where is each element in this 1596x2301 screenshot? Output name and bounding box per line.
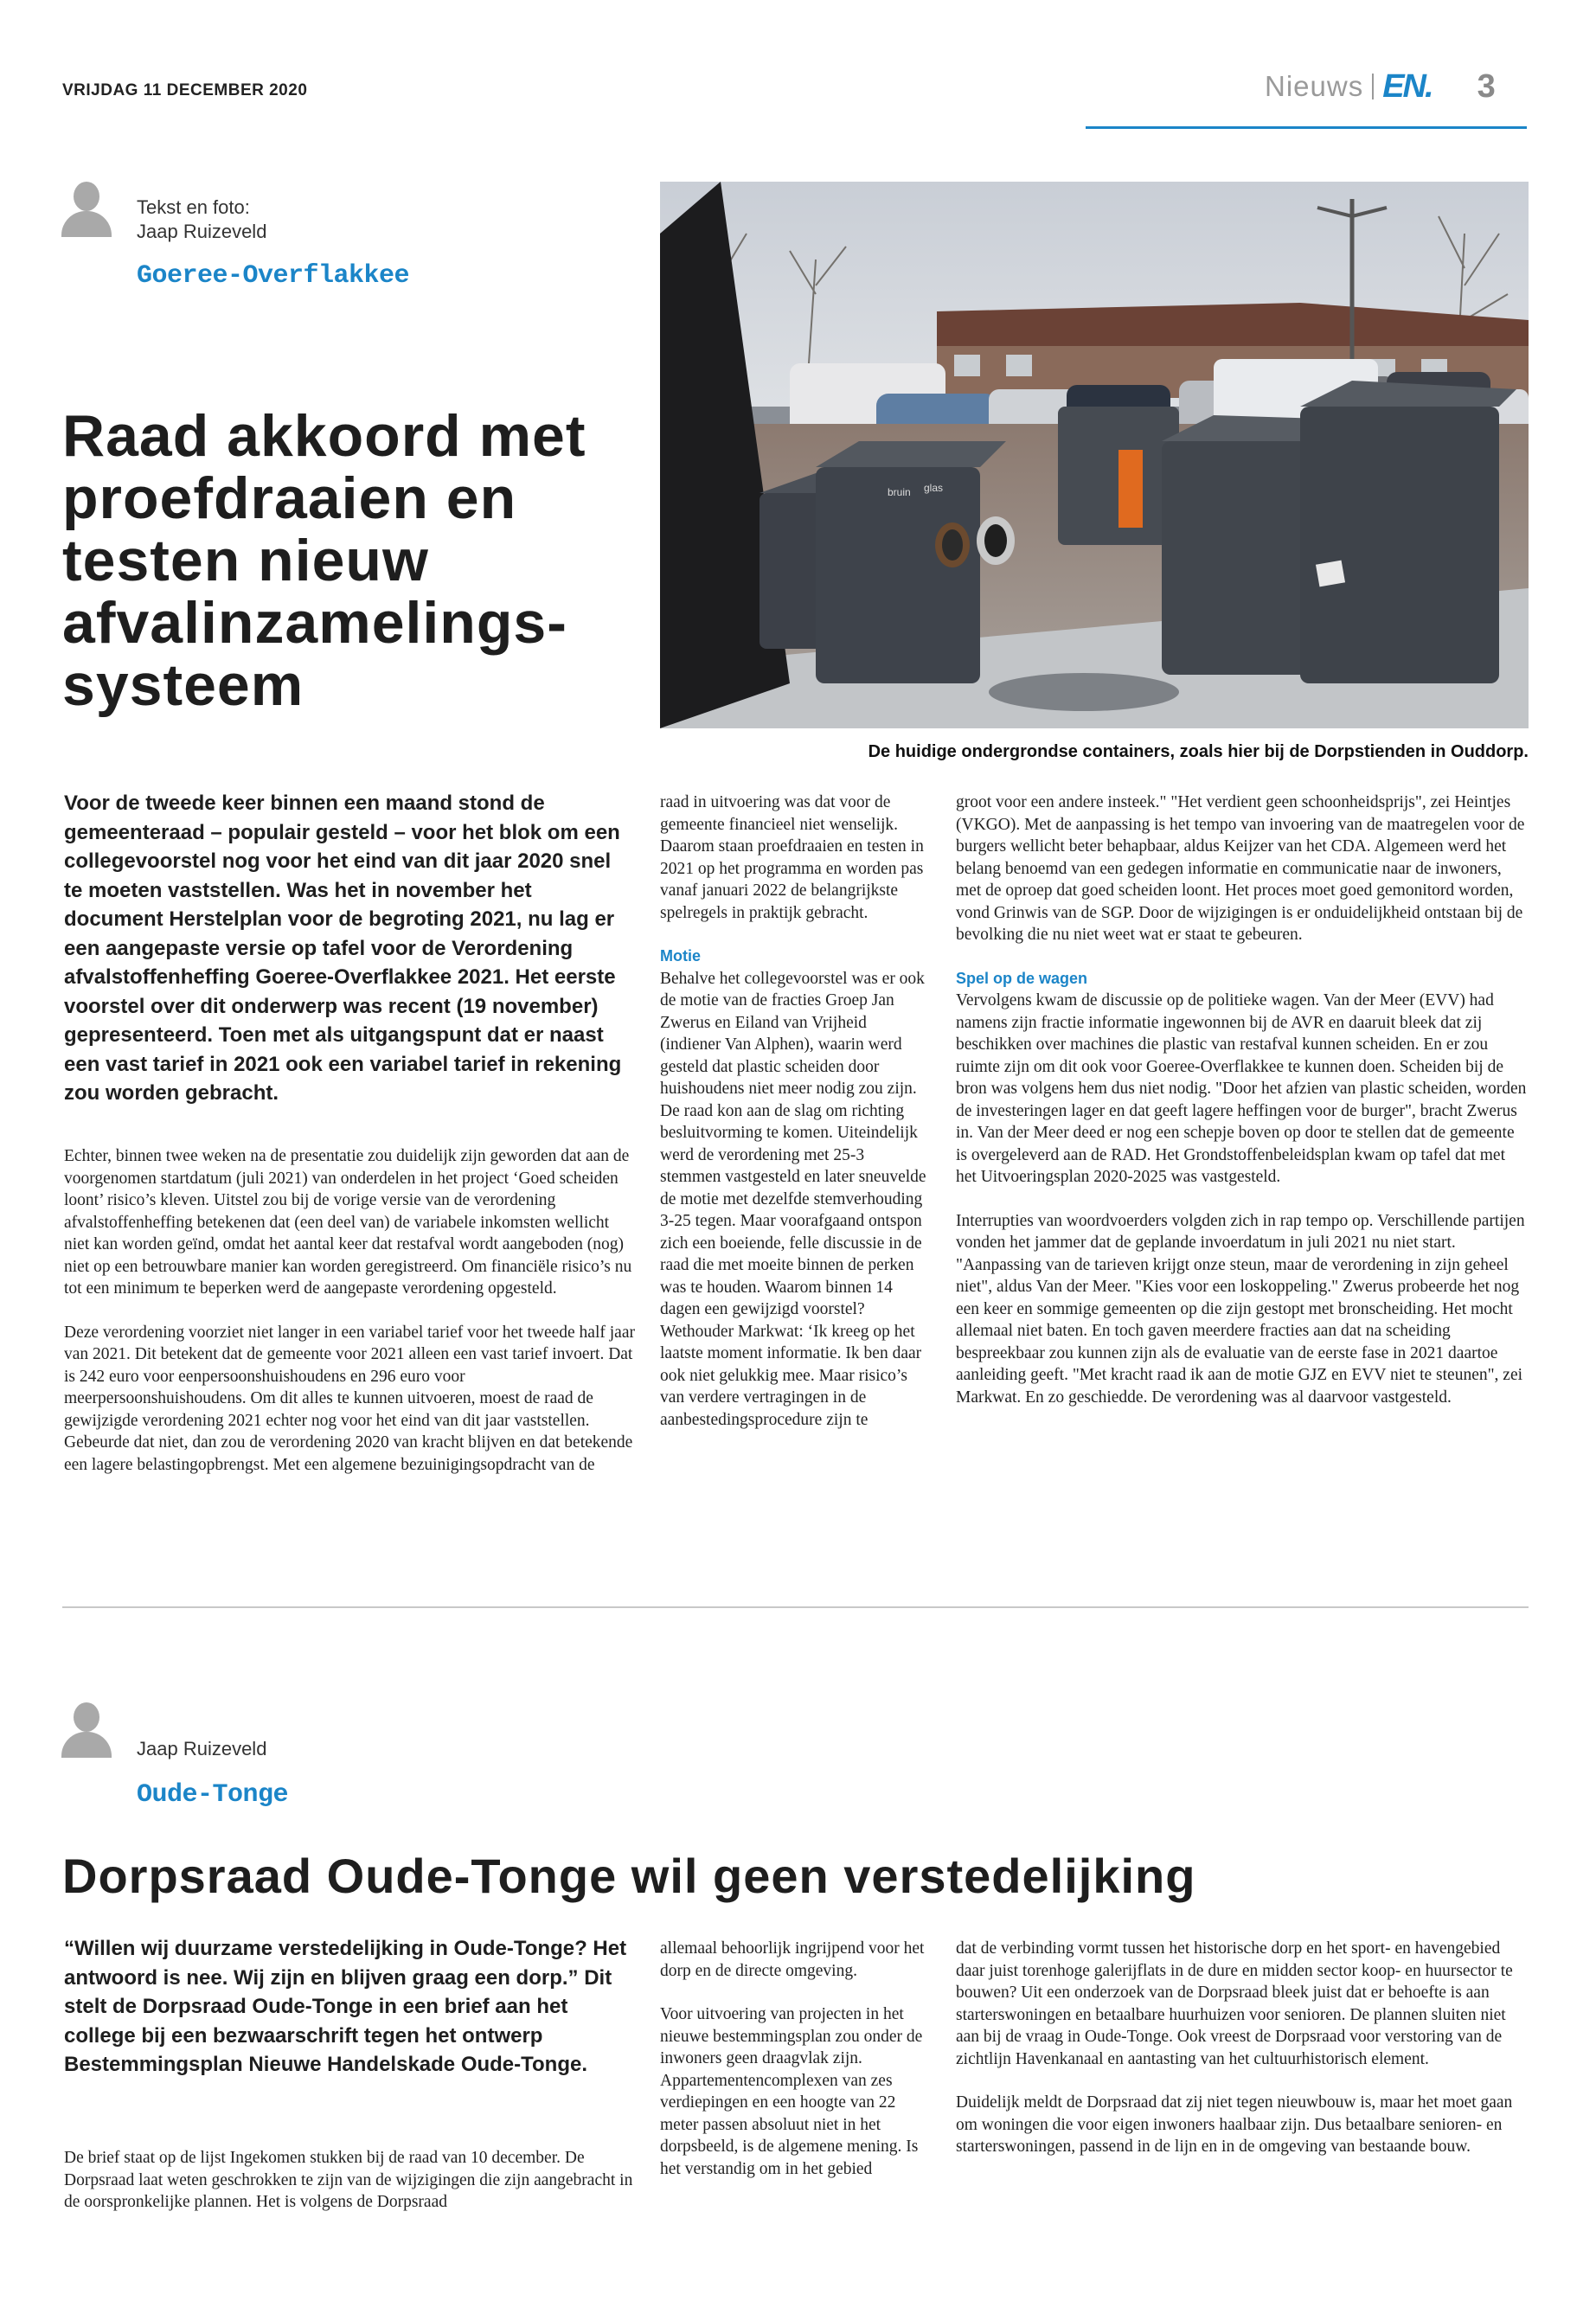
page-number: 3 bbox=[1477, 67, 1496, 105]
article2-lead: “Willen wij duurzame verstedelijking in Oude-Tonge? Het antwoord is nee. Wij zijn en blijven graag een dorp.” Dit stelt de Dorpsraad Oude-Tonge in een brief aan het college bij een bezwaarschrift tegen het ontwerp Bestemmingsplan Nieuwe Handelskade Oude-Tonge. bbox=[64, 1937, 627, 2076]
article1-lead: Voor de tweede keer binnen een maand stond de gemeenteraad – populair gesteld – voor het blok om een collegevoorstel nog voor het eind van dit jaar 2020 snel te moeten vaststellen. Was het in november het document Herstelplan voor de begroting 2021, nu lag er een aangepaste versie op tafel voor de Verordening afvalstoffenheffing Goeree-Overflakkee 2021. Het eerste voorstel over dit onderwerp was recent (19 november) gepresenteerd. Toen met als uitgangspunt dat er naast een vast tarief in 2021 ook een variabel tarief in rekening zou worden gebracht. bbox=[64, 792, 622, 1105]
credit-line-2: Jaap Ruizeveld bbox=[137, 221, 267, 242]
article2-headline: Dorpsraad Oude-Tonge wil geen verstedelijking bbox=[62, 1849, 1196, 1903]
article1-region: Goeree-Overflakkee bbox=[137, 261, 410, 291]
issue-date: VRIJDAG 11 DECEMBER 2020 bbox=[62, 81, 308, 99]
article1-column-3 bbox=[956, 792, 1529, 1430]
photo-caption: De huidige ondergrondse containers, zoals hier bij de Dorpstienden in Ouddorp. bbox=[868, 742, 1529, 761]
paragraph: Behalve het collegevoorstel was er ook de motie van de fracties Groep Jan Zwerus en Eiland van Vrijheid (indiener Van Alphen), waarin werd gesteld dat plastic scheiden door huishoudens niet meer nodig zou zijn. De raad kon aan de slag om richting besluitvorming te komen. Uiteindelijk werd de verordening met 25-3 stemmen vastgesteld en later sneuvelde de motie met dezelfde stemverhouding 3-25 tegen. Maar voorafgaand ontspon zich een boeiende, felle discussie in de raad die met moeite binnen de perken was te houden. Waarom binnen 14 dagen een gewijzigd voorstel? Wethouder Markwat: ‘Ik kreeg op het laatste moment informatie. Ik ben daar ook niet gelukkig mee. Maar risico’s van verdere vertragingen in de aanbestedingsprocedure zijn te bbox=[660, 969, 926, 1429]
paragraph: Vervolgens kwam de discussie op de politieke wagen. Van der Meer (EVV) had namens zijn fractie informatie ingewonnen bij de AVR en daaruit bleek dat zij beschikken over machines die plastic van restafval kunnen scheiden. En er zou ruimte zijn om dit ook voor Goeree-Overflakkee te kunnen doen. Scheiden bij de bron was volgens hem dus niet nodig. "Door het afzien van plastic scheiden, worden de investeringen lager en dat geeft lagere heffingen voor de burger", bracht Zwerus in. Van der Meer deed er nog een schepje boven op door te stellen dat de gemeente is overgeleverd aan de RAD. Het Grondstoffenbeleidsplan kwam op tafel dat met het Uitvoeringsplan 2020-2025 was vastgesteld. bbox=[956, 991, 1527, 1186]
paragraph: Interrupties van woordvoerders volgden zich in rap tempo op. Verschillende partijen vonden het jammer dat de geplande invoerdatum in juli 2021 nu niet start. "Aanpassing van de tarieven krijgt onze steun, maar de verordening in zijn geheel niet", aldus Van der Meer. "Kies voor een loskoppeling." Zwerus probeerde het nog een keer en sommige gemeenten op die zijn gestopt met bronscheiding. Het mocht allemaal niet baten. En toch gaven meerdere fracties aan dat na scheiding bespreekbaar zou kunnen zijn als de evaluatie van de eerste fase in 2021 daartoe aanleiding geeft. "Met kracht raad ik aan de motie GJZ en EVV niet te steunen", zei Markwat. En zo geschiedde. De verordening was al daarvoor vastgesteld. bbox=[956, 1211, 1525, 1407]
container-label-glas: glas bbox=[924, 482, 944, 494]
author-avatar-icon bbox=[61, 182, 112, 237]
header-rule bbox=[1086, 126, 1527, 129]
article2-column-2 bbox=[660, 1938, 928, 2202]
article2-region: Oude-Tonge bbox=[137, 1780, 289, 1810]
credit-line-1: Tekst en foto: bbox=[137, 196, 250, 218]
article2-column-3 bbox=[956, 1938, 1529, 2180]
paragraph: Echter, binnen twee weken na de presentatie zou duidelijk zijn geworden dat aan de voorgenomen startdatum (juli 2021) van onderdelen in het project ‘Goed scheiden loont’ risico’s kleven. Uitstel zou bij de vorige versie van de verordening afvalstoffenheffing betekenen dat (een deel van) de variabele inkomsten wellicht niet kan worden geïnd, omdat het aantal keer dat restafval wordt aangeboden (nog) niet op een betrouwbare manier kan worden geregistreerd. Om financiële risico’s nu tot een minimum te beperken werd de aangepaste verordening opgesteld. bbox=[64, 1147, 632, 1298]
section-name: Nieuws bbox=[1265, 70, 1364, 102]
paragraph: allemaal behoorlijk ingrijpend voor het dorp en de directe omgeving. bbox=[660, 1939, 925, 1980]
photo-illustration bbox=[660, 182, 1529, 728]
masthead-divider bbox=[1372, 74, 1374, 99]
subheading-spel-op-de-wagen: Spel op de wagen bbox=[956, 969, 1088, 987]
container-label-bruin: bruin bbox=[888, 486, 911, 498]
author-avatar-icon bbox=[61, 1702, 112, 1758]
article1-photo bbox=[660, 182, 1529, 728]
paragraph: De brief staat op de lijst Ingekomen stukken bij de raad van 10 december. De Dorpsraad laat weten geschrokken te zijn van de wijzigingen die zijn aangebracht in de oorspronkelijke plannen. Het is volgens de Dorpsraad bbox=[64, 2149, 633, 2211]
article1-headline: Raad akkoord met proefdraaien en testen nieuw afvalinzamelings-systeem bbox=[62, 403, 586, 718]
paragraph: Duidelijk meldt de Dorpsraad dat zij niet tegen nieuwbouw is, maar het moet gaan om woningen die voor eigen inwoners haalbaar zijn. Dus betaalbare senioren- en starterswoningen, passend in de lijn en in de omgeving van bestaande bouw. bbox=[956, 2093, 1513, 2156]
article2-column-1 bbox=[64, 2147, 635, 2235]
article-separator bbox=[62, 1606, 1529, 1608]
paragraph: dat de verbinding vormt tussen het historische dorp en het sport- en havengebied daar juist torenhoge galerijflats in de dure en midden sector koop- en huursector te bouwen? Uit een onderzoek van de Dorpsraad bleek juist dat er behoefte is aan starterswoningen en betaalbare huurhuizen voor senioren. De plannen sluiten niet aan bij de vraag in Oude-Tonge. Ook vreest de Dorpsraad voor verstoring van de zichtlijn Havenkanaal en aantasting van het cultuurhistorisch element. bbox=[956, 1939, 1513, 2068]
paragraph: Voor uitvoering van projecten in het nieuwe bestemmingsplan zou onder de inwoners geen draagvlak zijn. Appartementencomplexen van zes verdiepingen en een hoogte van 22 meter passen absoluut niet in het dorpsbeeld, is de algemene mening. Is het verstandig om in het gebied bbox=[660, 2005, 923, 2178]
subheading-motie: Motie bbox=[660, 947, 701, 965]
article1-credit bbox=[137, 195, 266, 244]
article2-credit: Jaap Ruizeveld bbox=[137, 1738, 267, 1759]
article1-column-1 bbox=[64, 1145, 635, 1497]
paragraph: Deze verordening voorziet niet langer in een variabel tarief voor het tweede half jaar van 2021. Dit betekent dat de gemeente voor 2021 alleen een vast tarief invoert. Dat is 242 euro voor eenpersoonshuishoudens en 296 euro voor meerpersoonshuishoudens. Om dit alles te kunnen uitvoeren, moest de raad de gewijzigde verordening 2021 echter nog voor het eind van dit jaar vaststellen. Gebeurde dat niet, dan zou de verordening 2020 van kracht blijven en dat betekende een lagere belastingopbrengst. Met een algemene bezuinigingsopdracht van de bbox=[64, 1323, 635, 1474]
masthead bbox=[1265, 66, 1496, 107]
paragraph: groot voor een andere insteek." "Het verdient geen schoonheidsprijs", zei Heintjes (VKGO). Met de aanpassing is het tempo van invoering van de maatregelen voor de burgers wellicht beter behapbaar, aldus Keijzer van het CDA. Algemeen werd het belang benoemd van een gedegen informatie en communicatie naar de inwoners, met de oproep dat goed scheiden loont. Het proces moet goed gemonitord worden, vond Grinwis van de SGP. Door de wijzigingen is er onduidelijkheid ontstaan bij de bevolking die nu niet weet wat er staat te gebeuren. bbox=[956, 793, 1525, 944]
paragraph: raad in uitvoering was dat voor de gemeente financieel niet wenselijk. Daarom staan proefdraaien en testen in 2021 op het programma en worden pas vanaf januari 2022 de belangrijkste spelregels in praktijk gebracht. bbox=[660, 793, 924, 922]
publication-logo: EN. bbox=[1382, 67, 1433, 105]
article1-column-2 bbox=[660, 792, 928, 1452]
